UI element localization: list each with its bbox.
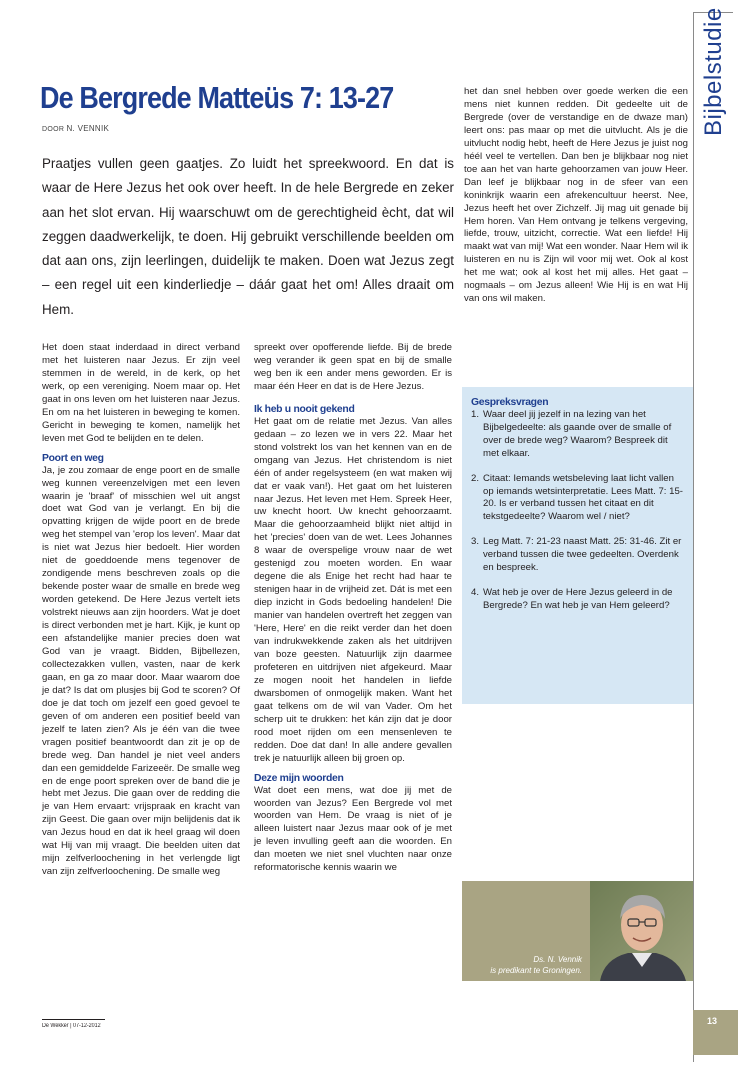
body-paragraph: Wat doet een mens, wat doe jij met de woorden van Jezus? Een Bergrede vol met woorden van Hem. De vraag is niet of je alleen luistert naar Jezus maar ook of je met je leven invulling geeft aan die woorden. En dan moeten we niet snel vluchten naar onze reformatorische kennis waarin we (254, 784, 452, 874)
byline (42, 124, 109, 133)
body-paragraph: Ja, je zou zomaar de enge poort en de smalle weg kunnen vereenzelvigen met een leven waarin je 'braaf' of misschien wel uit angst doet wat God van je verlangt. En bij die opvatting krijgen de wijde poort en de brede weg het stempel van 'erop los leven'. Maar dat is niet wat Jezus hier bedoelt. Hier worden niet de goeddoende mens tegenover de zondigende mens beschreven zoals op die bekende poster waar de smalle en brede weg worden getekend. De Here Jezus vertelt iets volstrekt nieuws aan zijn hoorders. Wat je doet is direct verbonden met je hart. Kijk, je kunt op een afstandelijke manier precies doen wat God van je vraagt. Bidden, Bijbellezen, collectezakken vullen, vasten, naar de kerk gaan, en ga zo maar door. Maar waarom doe je dat? Is dat om plusjes bij God te scoren? Of doe je dat toch om jezelf een goed gevoel te geven of om anderen een positief beeld van jezelf te laten zien? Als je één van die twee vragen positief beantwoordt dan zit je op de brede weg. Dan handel je niet veel anders dan een gemiddelde Farizeeër. De smalle weg en de enge poort spreken over de band die je hebt met Jezus. Die gaan over de redding die je van Hem ervaart: vrijspraak en kracht van zijn Geest. Die gaan over mijn belijdenis dat ik van Jezus houd en dat ik heel graag wil doen wat Hij van mij vraagt. Die beelden uiten dat mijn zelfverloochening in het verlengde ligt van zijn zelfverloochening. De smalle weg (42, 464, 241, 878)
question-number: 1. (471, 409, 480, 420)
question-item (471, 473, 684, 525)
author-caption (470, 954, 582, 976)
section-label: Bijbelstudie (700, 7, 727, 136)
section-heading-poort-en-weg: Poort en weg (42, 452, 104, 464)
author-portrait (590, 881, 693, 981)
question-item (471, 536, 684, 575)
author-role: is predikant te Groningen. (490, 966, 582, 975)
discussion-questions-box (462, 387, 693, 704)
page-number: 13 (706, 1016, 717, 1026)
body-paragraph: Het doen staat inderdaad in direct verband met het luisteren naar Jezus. Er zijn veel stemmen in de wereld, in de kerk, op het werk, op een vereniging. Noem maar op. Het gaat in ons leven om het luisteren naar Jezus. En om na het luisteren in beweging te komen. Gericht in beweging te komen, namelijk het leven met God te belijden en te delen. (42, 342, 240, 444)
byline-author: N. VENNIK (66, 124, 110, 133)
question-item (471, 587, 684, 613)
questions-heading: Gespreksvragen (471, 397, 549, 408)
author-name: Ds. N. Vennik (533, 955, 582, 964)
question-number: 3. (471, 536, 480, 548)
question-text: Leg Matt. 7: 21-23 naast Matt. 25: 31-46. Zit er verband tussen die twee gedeelten. Overdenk en bespreek. (483, 536, 682, 574)
footer-text: De Wekker | 07-12-2012 (42, 1023, 101, 1029)
question-text: Citaat: Iemands wetsbeleving laat licht vallen op iemands wetsinterpretatie. Lees Matt. 7: 15-20. Is er verband tussen het citaat en dit tekstgedeelte? Waarom wel / niet? (483, 472, 683, 523)
questions-list (471, 409, 684, 613)
portrait-illustration (590, 881, 693, 981)
body-paragraph: Het gaat om de relatie met Jezus. Van alles gedaan – zo lezen we in vers 22. Maar het stond volstrekt los van het kennen van en de omgang van Jezus. Het christendom is niet één of ander regelsysteem (en wat maken wij dat er vaak van!). Het gaat om het luisteren naar Jezus. Het leven met Hem. Spreek Heer, uw knecht hoort. Uw knecht gehoorzaamt. Maar die gehoorzaamheid blijkt niet altijd in het 'precies' doen van de wet. Lees Johannes 8 waar de overspelige vrouw naar de wet gestenigd zou moeten worden. En waar degene die als Enige het recht had haar te stenigen haar in de vrijheid zet. Dát is met een diep inzicht in Gods bedoeling handelen! Die manier van handelen overtreft het zeggen van 'Here, Here' en die reikt verder dan het doen van indrukwekkende zaken als het uitdrijven van boze geesten. Natuurlijk zijn daarmee profeteren en uitdrijven niet afgekeurd. Maar ze mogen nooit het handelen in liefde dwarsbomen of onmogelijk maken. Want het gaat telkens om de wil van Vader. Om het scherp uit te drukken: het kán zijn dat je door rood moet rijden om een mensenleven te redden. Doe dat dan! In alle andere gevallen trek je natuurlijk alleen bij groen op. (254, 415, 452, 764)
body-paragraph: het dan snel hebben over goede werken die een mens niet kunnen redden. Dit gedeelte uit de Bergrede (over de verstandige en de dwaze man) leert ons: pas maar op met die uitvlucht. Als je die uitvlucht nodig hebt, heeft de Here Jezus je juist nog héél veel te vertellen. Dan ben je blijkbaar nog niet toe aan het van harte gehoorzamen van jouw Heer. Dan leef je blijkbaar nog in de sfeer van een koninkrijk waarin een afrekencultuur heerst. Nee, Jezus heeft het over Zichzelf. Jij mag uit genade bij Hem horen. Van Hem ontvang je telkens vergeving, liefde, trouw, uitzicht, correctie. Wat een liefde! Hij maakt wat van mij! Wat een wonder. Naar Hem wil ik luisteren en nu is Zijn wil voor mij wet. Ook al kost het me wat; ook al kost het mij alles. Het gaat – nogmaals – om Jezus alleen! Wie Hij is en wat Hij van ons wil maken. (464, 86, 688, 305)
question-number: 4. (471, 586, 480, 598)
vertical-rule (693, 12, 694, 1062)
footer-rule (42, 1019, 105, 1020)
byline-prefix: DOOR (42, 126, 65, 133)
page-title: De Bergrede Matteüs 7: 13-27 (40, 80, 394, 115)
question-text: Waar deel jij jezelf in na lezing van het Bijbelgedeelte: als gaande over de smalle of over de brede weg? Waarom? Bespreek dit met elkaar. (483, 409, 672, 459)
body-paragraph: spreekt over opofferende liefde. Bij de brede weg verander ik geen spat en bij de smalle weg ben ik een ander mens geworden. Er is maar één Heer en dat is de Here Jezus. (254, 342, 452, 392)
question-number: 2. (471, 472, 480, 484)
question-item (471, 409, 684, 461)
section-heading-nooit-gekend: Ik heb u nooit gekend (254, 403, 355, 415)
question-text: Wat heb je over de Here Jezus geleerd in de Bergrede? En wat heb je van Hem geleerd? (483, 586, 673, 611)
text-column-3 (464, 86, 688, 306)
text-column-2 (254, 342, 452, 875)
intro-paragraph: Praatjes vullen geen gaatjes. Zo luidt het spreekwoord. En dat is waar de Here Jezus het ook over heeft. In de hele Bergrede en zeker aan het slot ervan. Hij waarschuwt om de gerechtigheid ècht, dat wil zeggen daadwerkelijk, te doen. Hij gebruikt verschillende beelden om dat aan ons, zijn leerlingen, duidelijk te maken. Doen wat Jezus zegt – een regel uit een kinderliedje – dáár gaat het om! Alles draait om Hem. (42, 156, 454, 317)
page-number-box (693, 1010, 738, 1055)
author-box (462, 881, 693, 981)
text-column-1 (42, 342, 240, 879)
section-heading-deze-mijn-woorden: Deze mijn woorden (254, 772, 344, 784)
